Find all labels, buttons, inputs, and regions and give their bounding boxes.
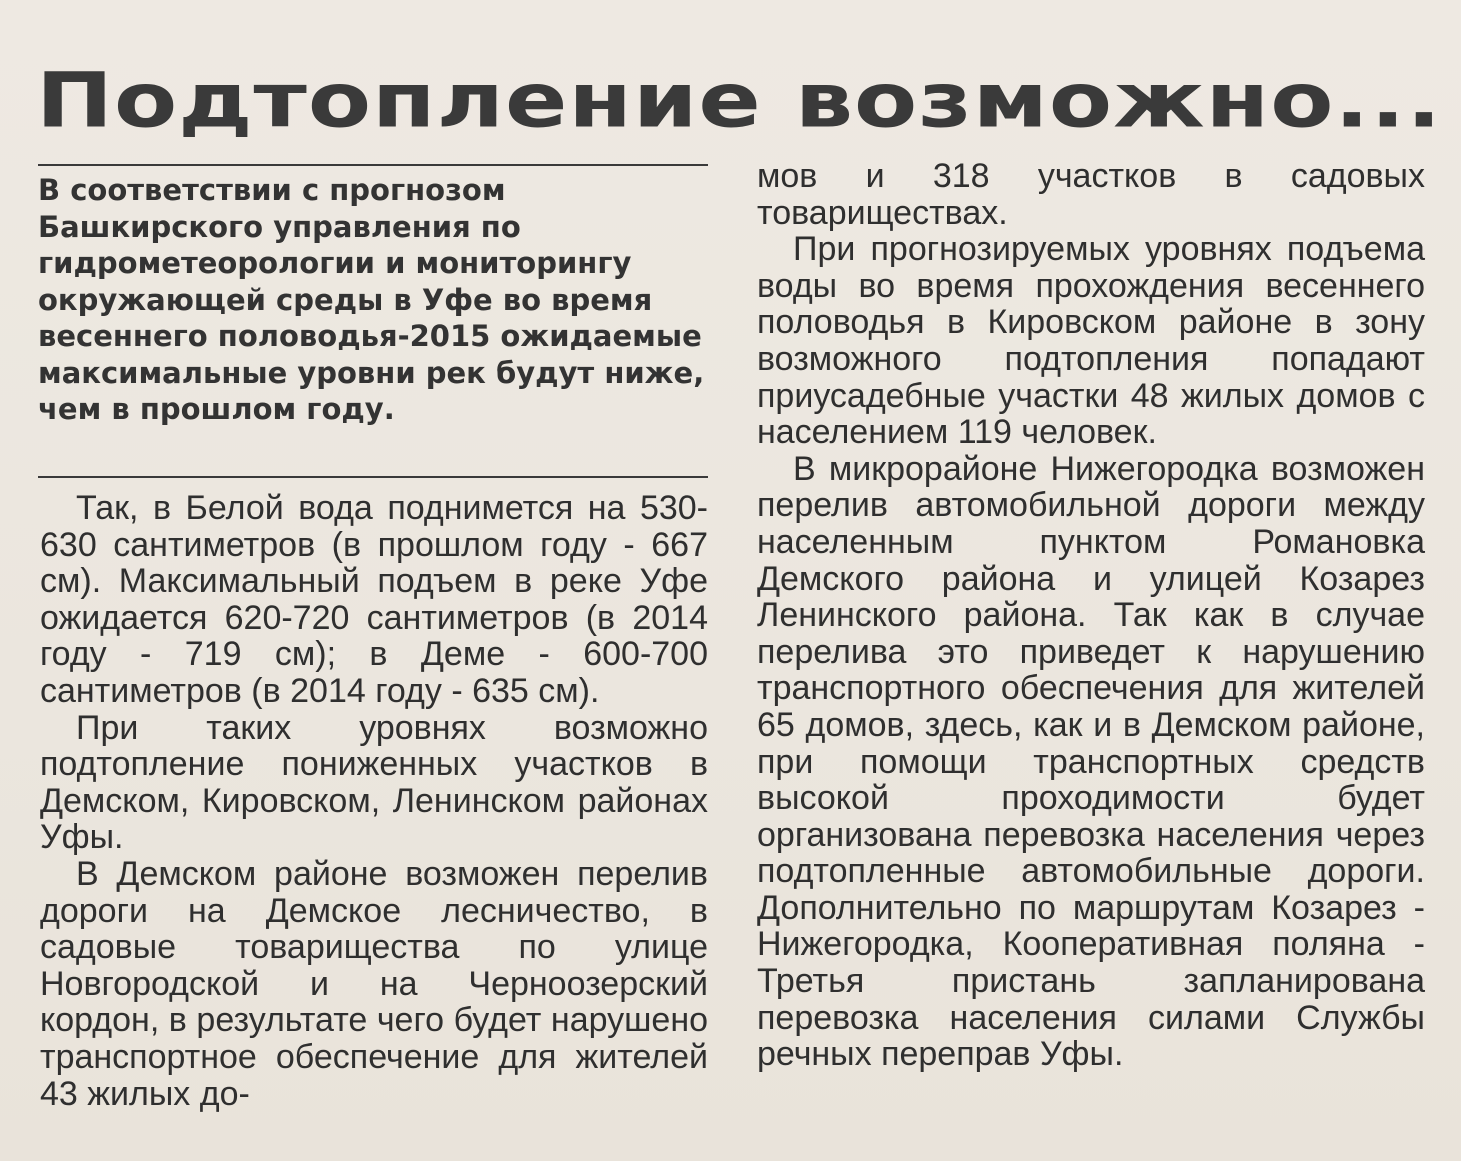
left-column — [40, 490, 708, 1112]
lead-bottom-rule — [38, 476, 708, 478]
paragraph: В микрорайоне Нижегородка возможен перелив автомобильной дороги между населенным пунктом Романовка Демского района и улицей Козарез Ленинского района. Так как в случае перелива это приведет к нарушению транспортного обеспечения для жителей 65 домов, здесь, как и в Демском районе, при помощи транспортных средств высокой проходимости будет организована перевозка населения через подтопленные автомобильные дороги. Дополнительно по маршрутам Козарез - Нижегородка, Кооперативная поляна - Третья пристань запланирована перевозка населения силами Службы речных переправ Уфы. — [757, 449, 1425, 1074]
paragraph: При таких уровнях возможно подтопление пониженных участков в Демском, Кировском, Ленинском районах Уфы. — [40, 708, 708, 857]
paragraph: Так, в Белой вода поднимется на 530-630 сантиметров (в прошлом году - 667 см). Максимальный подъем в реке Уфе ожидается 620-720 сантиметров (в 2014 году - 719 см); в Деме - 600-700 сантиметров (в 2014 году - 635 см). — [40, 489, 708, 710]
article-headline: Подтопление возможно... — [36, 56, 1443, 145]
paragraph: мов и 318 участков в садовых товариществах. — [757, 157, 1425, 232]
right-column — [757, 158, 1425, 1073]
paragraph: В Демском районе возможен перелив дороги на Демское лесничество, в садовые товарищества по улице Новгородской и на Черноозерский кордон, в результате чего будет нарушено транспортное обеспечение для жителей 43 жилых до- — [40, 854, 708, 1113]
paragraph: При прогнозируемых уровнях подъема воды во время прохождения весеннего половодья в Кировском районе в зону возможного подтопления попадают приусадебные участки 48 жилых домов с населением 119 человек. — [757, 230, 1425, 452]
article-lead: В соответствии с прогнозом Башкирского управления по гидрометеорологии и мониторингу окружающей среды в Уфе во время весеннего половодья-2015 ожидаемые максимальные уровни рек будут ниже, чем в прошлом году. — [38, 173, 705, 426]
lead-top-rule — [38, 164, 708, 166]
